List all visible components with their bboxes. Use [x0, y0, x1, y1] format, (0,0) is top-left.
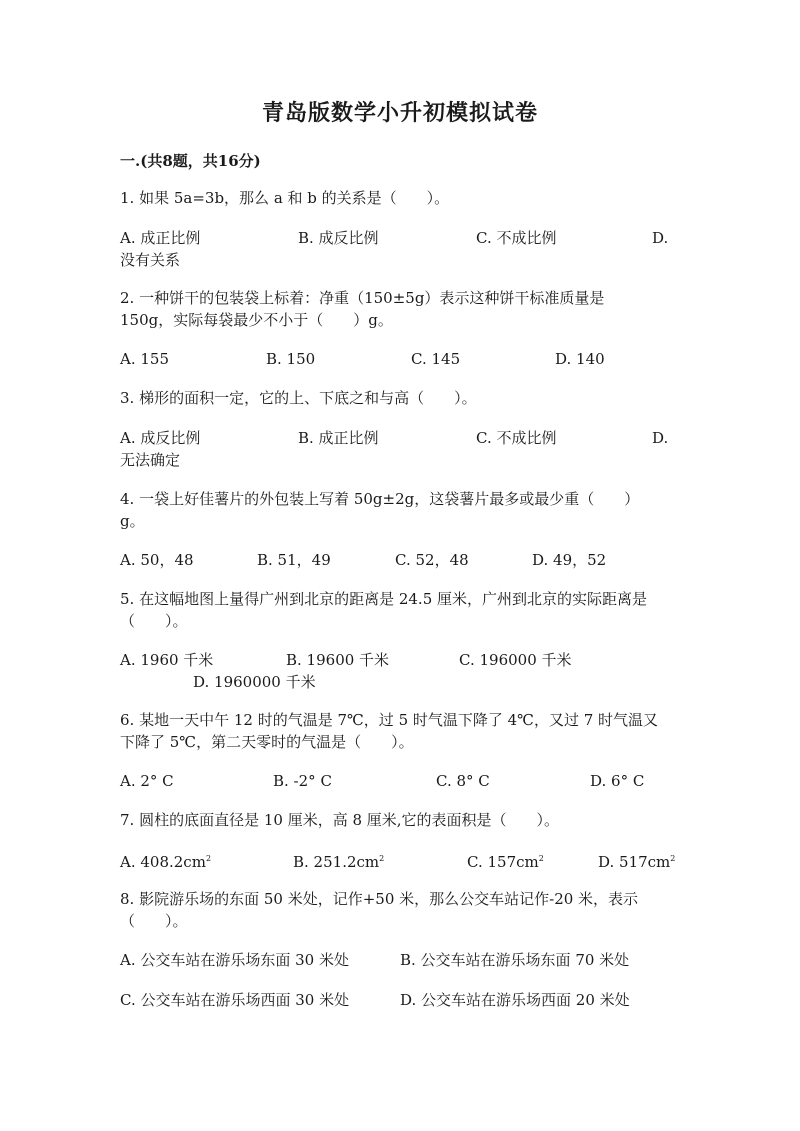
q2-option-d[interactable]: D. 140: [555, 350, 605, 368]
q3-option-d[interactable]: D.: [652, 429, 669, 447]
q4-option-b[interactable]: B. 51，49: [257, 551, 331, 569]
q6-option-d[interactable]: D. 6° C: [590, 772, 645, 790]
q7-option-a[interactable]: [120, 848, 211, 873]
q1-option-d-text: 没有关系: [120, 251, 181, 269]
q7-option-b[interactable]: [293, 848, 384, 873]
q6-option-c[interactable]: C. 8° C: [436, 772, 490, 790]
section-heading: 一.(共8题，共16分): [120, 152, 261, 170]
question-8-line2: （ ）。: [120, 912, 188, 930]
q8-option-d[interactable]: D. 公交车站在游乐场西面 20 米处: [400, 991, 630, 1009]
q3-option-a[interactable]: A. 成反比例: [120, 429, 201, 447]
q5-option-d[interactable]: D. 1960000 千米: [193, 673, 316, 691]
question-2: 2. 一种饼干的包装袋上标着：净重（150±5g）表示这种饼干标准质量是: [120, 289, 605, 307]
question-7: 7. 圆柱的底面直径是 10 厘米，高 8 厘米,它的表面积是（ ）。: [120, 811, 560, 829]
question-6: 6. 某地一天中午 12 时的气温是 7℃，过 5 时气温下降了 4℃，又过 7 时气温又: [120, 711, 659, 729]
q8-option-b[interactable]: B. 公交车站在游乐场东面 70 米处: [400, 951, 630, 969]
question-5-line2: （ ）。: [120, 612, 188, 630]
question-1: 1. 如果 5a=3b，那么 a 和 b 的关系是（ ）。: [120, 189, 450, 207]
q7-option-d-text: D. 517cm: [598, 853, 671, 871]
q7-option-a-unit-power: 2: [205, 854, 212, 863]
q1-option-d[interactable]: D.: [652, 229, 669, 247]
question-3: 3. 梯形的面积一定，它的上、下底之和与高（ ）。: [120, 389, 477, 407]
q2-option-a[interactable]: A. 155: [120, 350, 169, 368]
q1-option-b[interactable]: B. 成反比例: [298, 229, 379, 247]
q7-option-c[interactable]: [467, 848, 544, 873]
question-2-line2: 150g，实际每袋最少不小于（ ）g。: [120, 311, 393, 329]
q3-option-c[interactable]: C. 不成比例: [476, 429, 557, 447]
q1-option-a[interactable]: A. 成正比例: [120, 229, 201, 247]
q6-option-a[interactable]: A. 2° C: [120, 772, 174, 790]
q8-option-c[interactable]: C. 公交车站在游乐场西面 30 米处: [120, 991, 350, 1009]
q7-option-c-unit-power: 2: [538, 854, 544, 863]
q1-option-c[interactable]: C. 不成比例: [476, 229, 557, 247]
q3-option-d-text: 无法确定: [120, 451, 181, 469]
q8-option-a[interactable]: A. 公交车站在游乐场东面 30 米处: [120, 951, 349, 969]
q2-option-b[interactable]: B. 150: [266, 350, 316, 368]
question-4-line2: g。: [120, 512, 145, 530]
q4-option-c[interactable]: C. 52，48: [395, 551, 469, 569]
question-4: 4. 一袋上好佳薯片的外包装上写着 50g±2g，这袋薯片最多或最少重（ ）: [120, 490, 640, 508]
q5-option-a[interactable]: A. 1960 千米: [120, 651, 214, 669]
q5-option-b[interactable]: B. 19600 千米: [286, 651, 390, 669]
q7-option-a-text: A. 408.2cm: [120, 853, 206, 871]
page-title: 青岛版数学小升初模拟试卷: [261, 100, 538, 126]
question-6-line2: 下降了 5℃，第二天零时的气温是（ ）。: [120, 733, 414, 751]
q4-option-a[interactable]: A. 50，48: [120, 551, 194, 569]
q7-option-d-unit-power: 2: [670, 854, 676, 863]
q6-option-b[interactable]: B. -2° C: [273, 772, 332, 790]
q7-option-b-unit-power: 2: [379, 854, 385, 863]
q3-option-b[interactable]: B. 成正比例: [298, 429, 379, 447]
q7-option-d[interactable]: [598, 848, 675, 873]
q4-option-d[interactable]: D. 49，52: [532, 551, 607, 569]
question-5: 5. 在这幅地图上量得广州到北京的距离是 24.5 厘米，广州到北京的实际距离是: [120, 590, 648, 608]
q7-option-b-text: B. 251.2cm: [293, 853, 380, 871]
q5-option-c[interactable]: C. 196000 千米: [459, 651, 572, 669]
q7-option-c-text: C. 157cm: [467, 853, 539, 871]
q2-option-c[interactable]: C. 145: [411, 350, 461, 368]
question-8: 8. 影院游乐场的东面 50 米处，记作+50 米，那么公交车站记作-20 米，表示: [120, 890, 639, 908]
